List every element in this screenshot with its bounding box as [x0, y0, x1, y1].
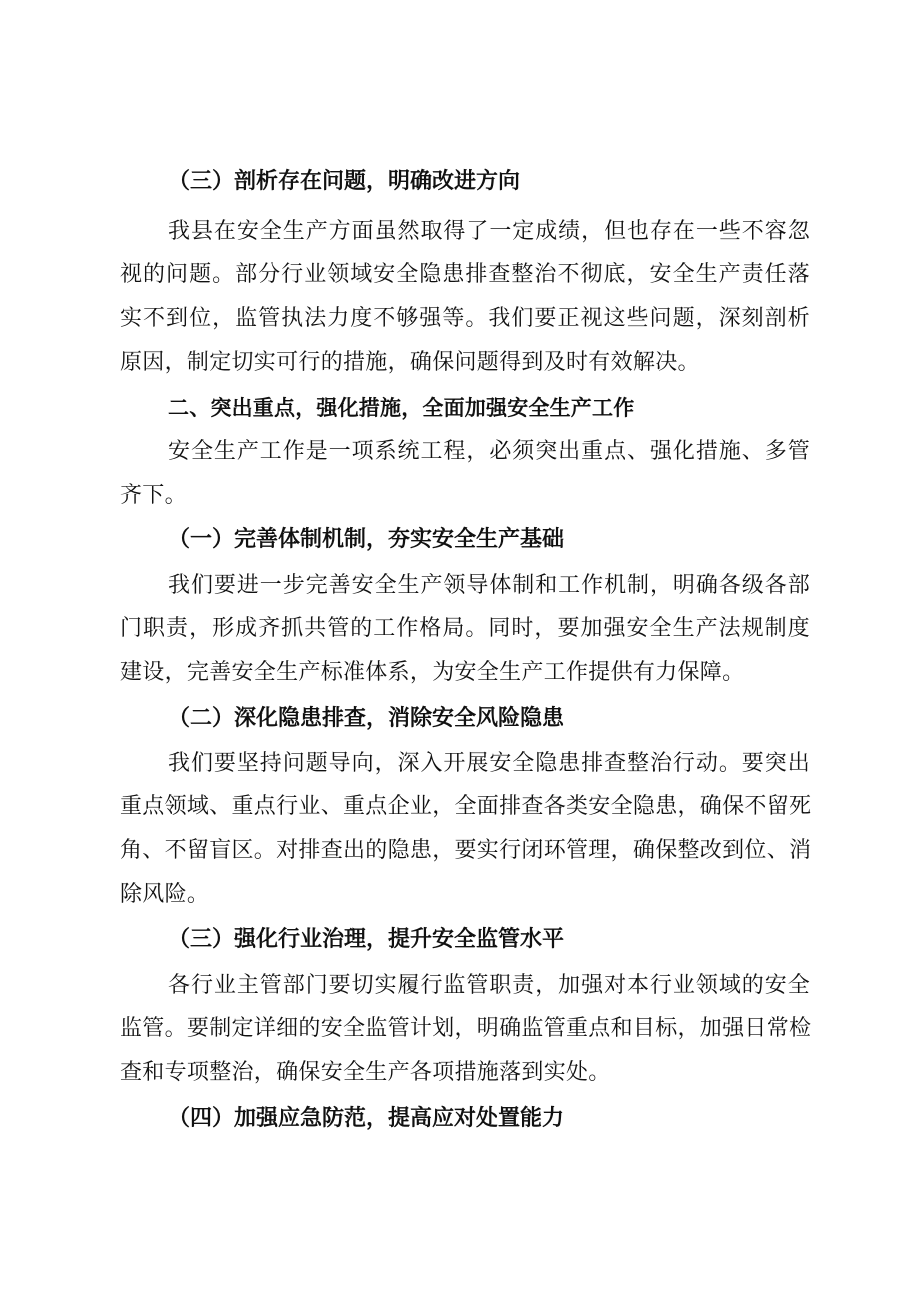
paragraph-line: 实不到位，监管执法力度不够强等。我们要正视这些问题，深刻剖析: [120, 306, 810, 331]
section-heading-industry-governance: （三）强化行业治理，提升安全监管水平: [168, 927, 565, 952]
paragraph-line: 监管。要制定详细的安全监管计划，明确监管重点和目标，加强日常检: [120, 1016, 812, 1041]
section-heading-hazard-investigation: （二）深化隐患排查，消除安全风险隐患: [168, 706, 565, 731]
paragraph-line: 除风险。: [120, 882, 210, 907]
paragraph-line: 我县在安全生产方面虽然取得了一定成绩，但也存在一些不容忽: [168, 219, 810, 244]
paragraph-line: 建设，完善安全生产标准体系，为安全生产工作提供有力保障。: [120, 660, 745, 685]
paragraph-line: 安全生产工作是一项系统工程，必须突出重点、强化措施、多管: [168, 439, 810, 464]
paragraph-line: 齐下。: [120, 483, 187, 508]
paragraph-line: 角、不留盲区。对排查出的隐患，要实行闭环管理，确保整改到位、消: [120, 838, 812, 863]
paragraph-line: 查和专项整治，确保安全生产各项措施落到实处。: [120, 1060, 611, 1085]
paragraph-line: 各行业主管部门要切实履行监管职责，加强对本行业领域的安全: [168, 973, 810, 998]
section-heading-improve-systems: （一）完善体制机制，夯实安全生产基础: [168, 527, 565, 552]
part-heading-focus-priorities: 二、突出重点，强化措施，全面加强安全生产工作: [168, 396, 635, 420]
paragraph-line: 重点领域、重点行业、重点企业，全面排查各类安全隐患，确保不留死: [120, 794, 812, 819]
paragraph-line: 视的问题。部分行业领域安全隐患排查整治不彻底，安全生产责任落: [120, 262, 810, 287]
paragraph-line: 我们要进一步完善安全生产领导体制和工作机制，明确各级各部: [168, 573, 810, 598]
paragraph-line: 原因，制定切实可行的措施，确保问题得到及时有效解决。: [120, 350, 700, 375]
section-heading-emergency-preparedness: （四）加强应急防范，提高应对处置能力: [168, 1106, 565, 1131]
paragraph-line: 门职责，形成齐抓共管的工作格局。同时，要加强安全生产法规制度: [120, 616, 810, 641]
section-heading-analyze-problems: （三）剖析存在问题，明确改进方向: [168, 169, 521, 194]
paragraph-line: 我们要坚持问题导向，深入开展安全隐患排查整治行动。要突出: [168, 751, 810, 776]
